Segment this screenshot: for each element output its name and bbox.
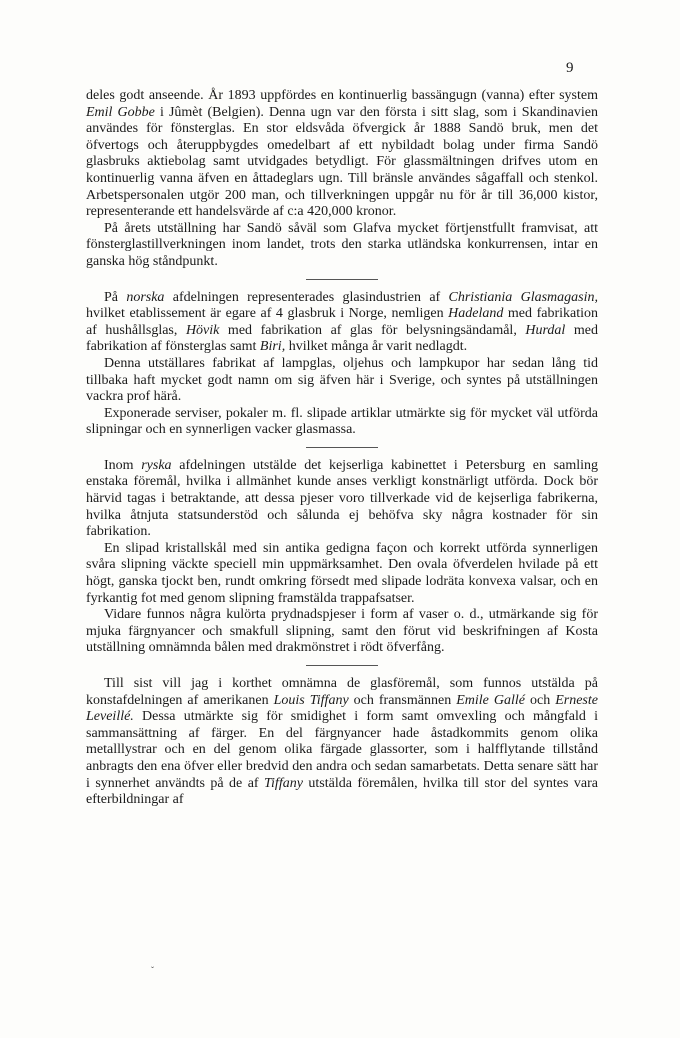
text-run: med fabrikation af hushållsglas, [86,306,598,338]
paragraph [86,88,598,221]
section-divider [306,279,378,280]
text-run: utstälda föremålen, hvilka till stor del syntes vara efterbildningar af [86,775,598,808]
text-run: Exponerade serviser, pokaler m. fl. slipade artiklar utmärkte sig för mycket väl utförda slipningar och en synnerligen vacker glasmassa. [86,405,598,438]
paragraph [86,541,598,607]
paragraph [86,406,598,439]
italic-name: Tiffany [264,775,303,791]
paragraph [86,290,598,356]
section-divider [306,665,378,666]
text-run: Denna utställares fabrikat af lampglas, oljehus och lampkupor har sedan lång tid tillbaka haft mycket godt namn om sig äfven här i Sverige, och syntes på utställningen vackra prof härå. [86,355,598,405]
text-run: En slipad kristallskål med sin antika gedigna façon och korrekt utförda synnerligen svåra slipning väckte speciell min uppmärksamhet. Den ovala öfverdelen hvilade på ett högt, ganska tjockt ben, rundt omkring försedt med slipade lodräta konvexa valsar, och en fyrkantig fot med genom slipning framstälda trappafsatser. [86,540,598,606]
italic-name: Biri, [259,339,286,355]
text-run: Till sist vill jag i korthet omnämna de glasföremål, som funnos utstälda på konstafdelningen af amerikanen [86,676,598,708]
paragraph [86,356,598,406]
italic-name: Louis Tiffany [273,692,349,708]
italic-name: Christiania Glasmagasin, [448,289,599,305]
text-run: afdelningen representerades glasindustrien af [164,289,449,305]
text-run: På [104,289,127,305]
text-run: i Jûmèt (Belgien). Denna ugn var den första i sitt slag, som i Skandinavien användes för fönsterglas. En stor eldsvåda öfvergick år 1888 Sandö bruk, men det öfvertogs och återuppbygdes omedelbart af ett nybildadt bolag under firma Sandö glasbruks aktiebolag samt utvidgades betydligt. För glassmältningen drifves utom en kontinuerlig vanna äfven en åttadeglars ugn. Till bränsle användes sågaffall och stenkol. Arbetspersonalen utgör 200 man, och tillverkningen uppgår nu för år till 36,000 kistor, representerande ett handelsvärde af c:a 420,000 kronor. [86,104,599,220]
paragraph [86,221,598,271]
italic-name: Hövik [185,322,220,338]
section-divider [306,447,378,448]
italic-name: Emil Gobbe [86,104,155,120]
paragraph [86,607,598,657]
body-text [86,88,598,809]
text-run: afdelningen utstälde det kejserliga kabinettet i Petersburg en samling enstaka föremål, hvilka i allmänhet kunde anses verkligt konstnärligt utförda. Dock bör härvid tagas i betraktande, att dessa pjeser voro tillverkade vid de kejserliga fabrikerna, hvilka åtnjuta statsunderstöd och sålunda ej behöfva sky några kostnader för sin fabrikation. [86,457,598,540]
text-run: hvilket många år varit nedlagdt. [285,339,468,355]
italic-name: Emile Gallé [456,692,525,708]
text-run: deles godt anseende. År 1893 uppfördes en kontinuerlig bassängugn (vanna) efter system [86,88,598,103]
text-run: och [524,692,556,708]
text-run: och fransmännen [348,692,457,708]
text-run: Dessa utmärkte sig för smidighet i form samt omvexling och mångfald i sammansättning af färger. En del färgnyancer hade åstadkommits genom olika metalllystrar och en del genom olika färgade glassorter, som i halfflytande tillstånd anbragts den ena öfver eller bredvid den andra och sedan samarbetats. Detta senare sätt har i synnerhet användts på de af [86,709,598,791]
text-run: med fabrikation af glas för belysningsändamål, [219,322,526,338]
page-number: 9 [566,60,574,76]
print-speck: ˇ [151,965,154,975]
italic-name: norska [126,289,165,305]
text-run: Vidare funnos några kulörta prydnadspjeser i form af vaser o. d., utmärkande sig för mjuka färgnyancer och smakfull slipning, samt den förut vid beskrifningen af Kosta utställning omnämnda bålen med drakmönstret i rödt öfverfång. [86,607,598,656]
text-run: med fabrikation af fönsterglas samt [86,322,598,355]
italic-name: Hadeland [448,306,504,322]
text-run: hvilket etablissement är egare af 4 glasbruk i Norge, nemligen [86,306,449,322]
text-run: Inom [104,457,142,473]
paragraph [86,676,598,809]
paragraph [86,458,598,541]
italic-name: Erneste Leveillé. [86,692,598,725]
italic-name: ryska [141,457,172,473]
text-run: På årets utställning har Sandö såväl som Glafva mycket förtjenstfullt framvisat, att fönsterglastillverkningen inom landet, trots den starka utländska konkurrensen, intar en ganska hög ståndpunkt. [86,220,598,269]
italic-name: Hurdal [525,322,566,338]
